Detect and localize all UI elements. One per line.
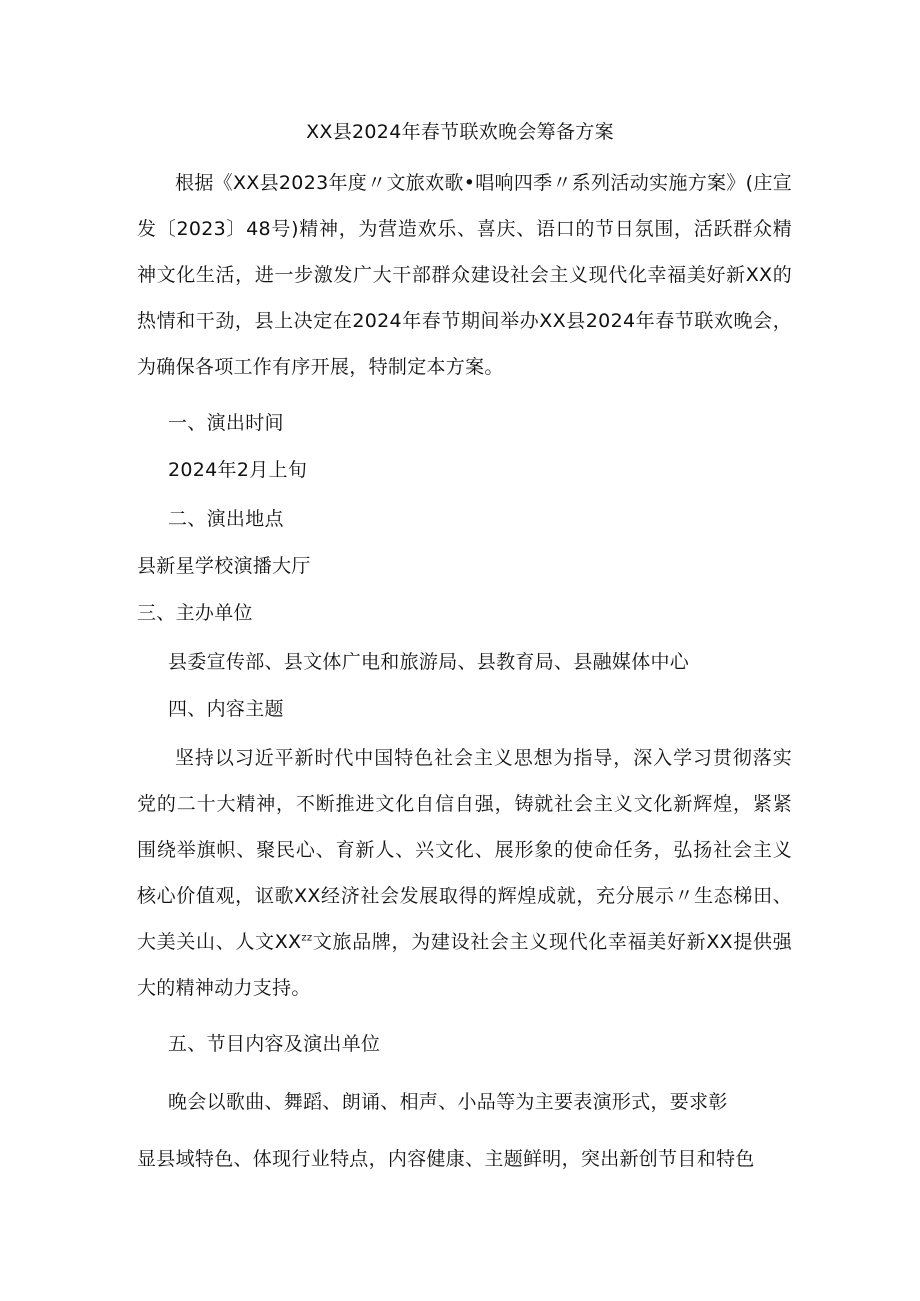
section-heading-program: 五、节目内容及演出单位 <box>168 1033 381 1055</box>
section-body-venue: 县新星学校演播大厅 <box>137 555 311 577</box>
section-body-program-line1: 晚会以歌曲、舞蹈、朗诵、相声、小品等为主要表演形式，要求彰 <box>168 1091 728 1113</box>
theme-superscript: zz <box>301 932 313 944</box>
theme-text-tail: 文旅品牌，为建设社会主义现代化幸福美好新XX提供强大的精神动力支持。 <box>137 931 792 999</box>
section-body-time: 2024年2月上旬 <box>168 459 308 481</box>
section-heading-theme: 四、内容主题 <box>168 698 284 720</box>
section-heading-venue: 二、演出地点 <box>168 508 284 530</box>
section-heading-organizer: 三、主办单位 <box>137 602 253 624</box>
document-title: XX县2024年春节联欢晚会筹备方案 <box>306 121 614 143</box>
intro-paragraph: 根据《XX县2023年度〃文旅欢歌•唱响四季〃系列活动实施方案》(庄宣发〔2023〕48号)精神，为营造欢乐、喜庆、语口的节日氛围，活跃群众精神文化生活，进一步激发广大干部群众建设社会主义现代化幸福美好新XX的热情和干劲，县上决定在2024年春节期间举办XX县2024年春节联欢晚会，为确保各项工作有序开展，特制定本方案。 <box>137 172 792 378</box>
section-heading-time: 一、演出时间 <box>168 412 284 434</box>
theme-text-main: 坚持以习近平新时代中国特色社会主义思想为指导，深入学习贯彻落实党的二十大精神，不断推进文化自信自强，铸就社会主义文化新辉煌，紧紧围绕举旗帜、聚民心、育新人、兴文化、展形象的使命任务，弘扬社会主义核心价值观，讴歌XX经济社会发展取得的辉煌成就，充分展示〃生态梯田、大美关山、人文XX <box>137 747 792 953</box>
section-body-program-line2: 显县域特色、体现行业特点，内容健康、主题鲜明，突出新创节目和特色 <box>137 1148 755 1170</box>
section-body-theme <box>137 735 792 1011</box>
section-body-organizer: 县委宣传部、县文体广电和旅游局、县教育局、县融媒体中心 <box>168 651 690 673</box>
